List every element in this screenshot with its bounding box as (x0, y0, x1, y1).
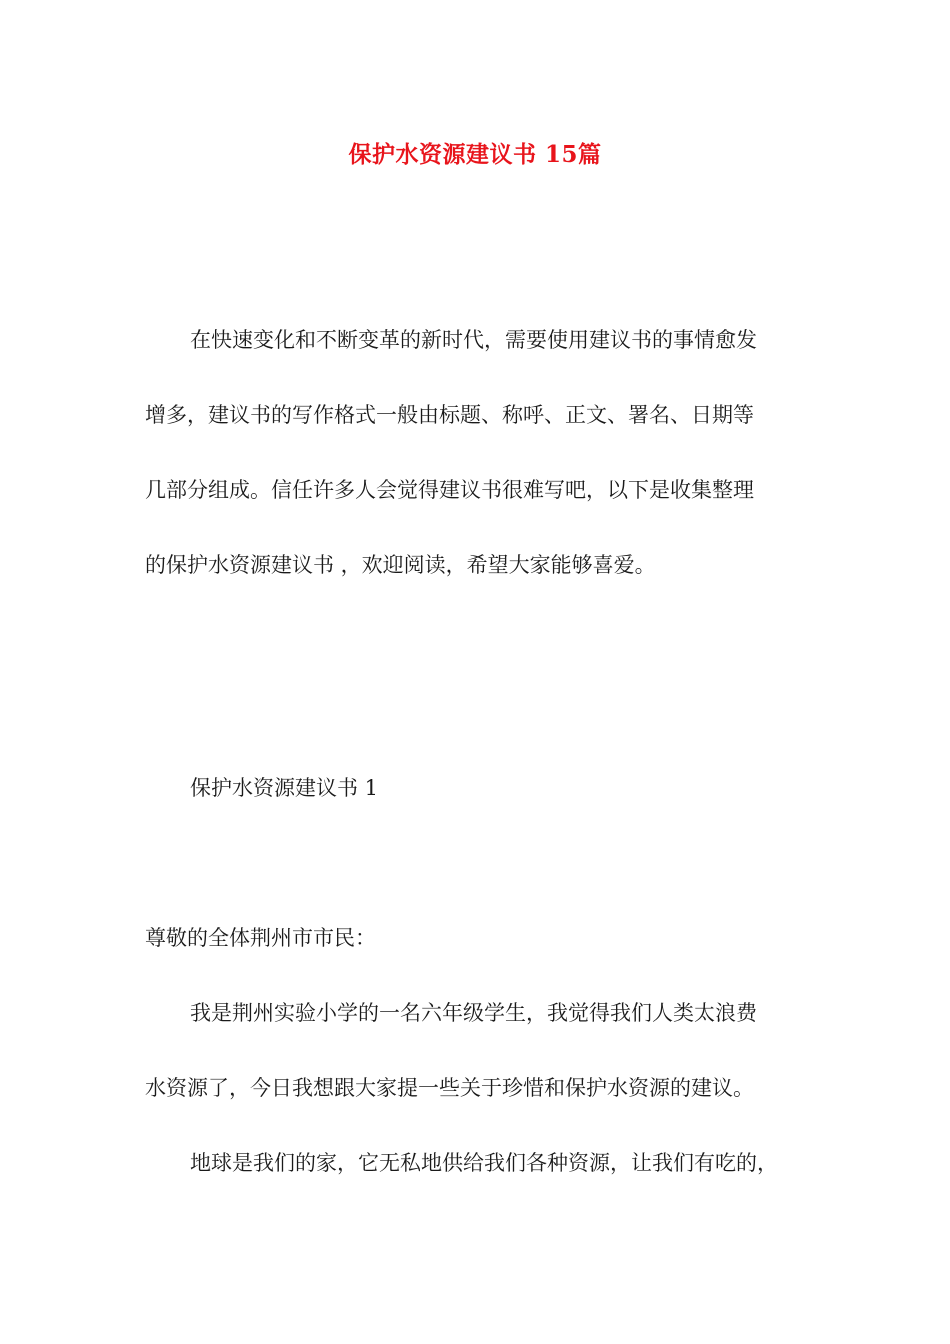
intro-line-1: 在快速变化和不断变革的新时代，需要使用建议书的事情愈发 (190, 328, 757, 352)
intro-line-2: 增多，建议书的写作格式一般由标题、称呼、正文、署名、日期等 (145, 403, 754, 427)
body-line-1: 我是荆州实验小学的一名六年级学生，我觉得我们人类太浪费 (190, 1001, 757, 1025)
body-line-2: 水资源了，今日我想跟大家提一些关于珍惜和保护水资源的建议。 (145, 1076, 754, 1100)
intro-line-4: 的保护水资源建议书 ，欢迎阅读，希望大家能够喜爱。 (145, 553, 656, 577)
section-heading: 保护水资源建议书 1 (190, 776, 379, 800)
body-line-3: 地球是我们的家，它无私地供给我们各种资源，让我们有吃的， (190, 1151, 778, 1175)
salutation: 尊敬的全体荆州市市民： (145, 926, 376, 950)
intro-line-3: 几部分组成。信任许多人会觉得建议书很难写吧，以下是收集整理 (145, 478, 754, 502)
document-title: 保护水资源建议书 15篇 (348, 141, 602, 168)
